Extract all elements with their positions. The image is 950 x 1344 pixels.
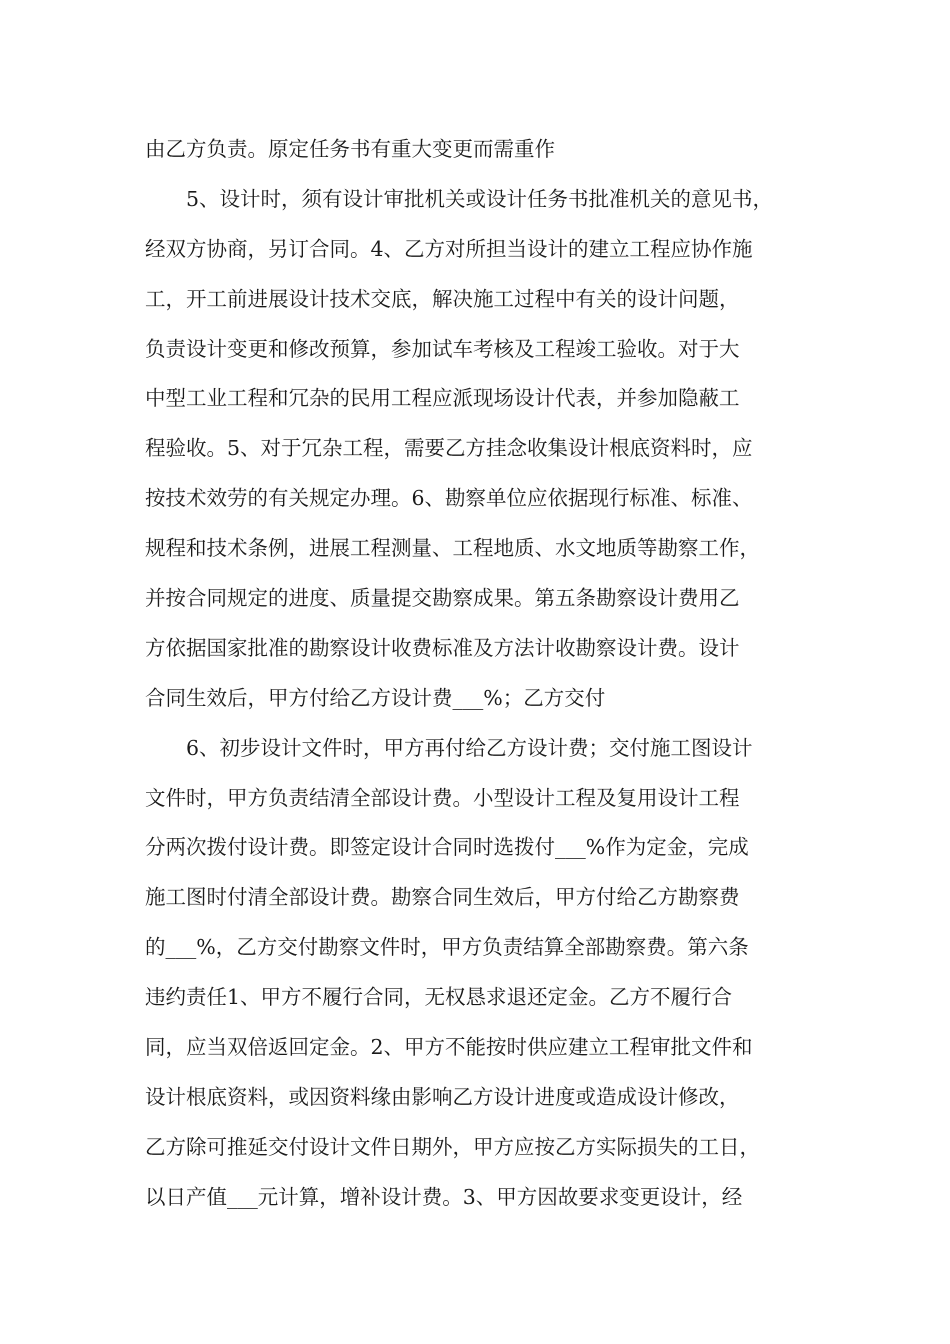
document-body [145,125,815,1223]
text-line: 施工图时付清全部设计费。勘察合同生效后，甲方付给乙方勘察费 [145,885,740,910]
text-line: 的___%，乙方交付勘察文件时，甲方负责结算全部勘察费。第六条 [145,935,749,960]
text-line: 分两次拨付设计费。即签定设计合同时选拨付___%作为定金，完成 [145,835,749,860]
text-line: 同，应当双倍返回定金。2、甲方不能按时供应建立工程审批文件和 [145,1035,753,1060]
text-line: 文件时，甲方负责结清全部设计费。小型设计工程及复用设计工程 [145,785,740,810]
text-line: 由乙方负责。原定任务书有重大变更而需重作 [145,137,555,161]
text-line: 负责设计变更和修改预算，参加试车考核及工程竣工验收。对于大 [145,336,740,361]
text-line: 乙方除可推延交付设计文件日期外，甲方应按乙方实际损失的工日， [145,1134,760,1159]
text-line: 规程和技术条例，进展工程测量、工程地质、水文地质等勘察工作， [145,536,760,561]
text-line: 程验收。5、对于冗杂工程，需要乙方挂念收集设计根底资料时，应 [145,436,753,461]
text-line: 并按合同规定的进度、质量提交勘察成果。第五条勘察设计费用乙 [145,586,740,611]
text-line: 以日产值___元计算，增补设计费。3、甲方因故要求变更设计，经 [145,1184,743,1209]
text-line: 工，开工前进展设计技术交底，解决施工过程中有关的设计问题， [145,286,740,311]
text-line: 合同生效后，甲方付给乙方设计费___%；乙方交付 [145,685,606,710]
text-line: 方依据国家批准的勘察设计收费标准及方法计收勘察设计费。设计 [145,635,740,660]
text-line: 5、设计时，须有设计审批机关或设计任务书批准机关的意见书， [186,186,774,211]
text-line: 按技术效劳的有关规定办理。6、勘察单位应依据现行标准、标准、 [145,486,753,511]
text-line: 违约责任1、甲方不履行合同，无权恳求退还定金。乙方不履行合 [145,985,733,1010]
text-line: 设计根底资料，或因资料缘由影响乙方设计进度或造成设计修改， [145,1084,740,1109]
text-line: 6、初步设计文件时，甲方再付给乙方设计费；交付施工图设计 [186,735,753,760]
text-line: 中型工业工程和冗杂的民用工程应派现场设计代表，并参加隐蔽工 [145,386,740,411]
text-line: 经双方协商，另订合同。4、乙方对所担当设计的建立工程应协作施 [145,236,753,261]
